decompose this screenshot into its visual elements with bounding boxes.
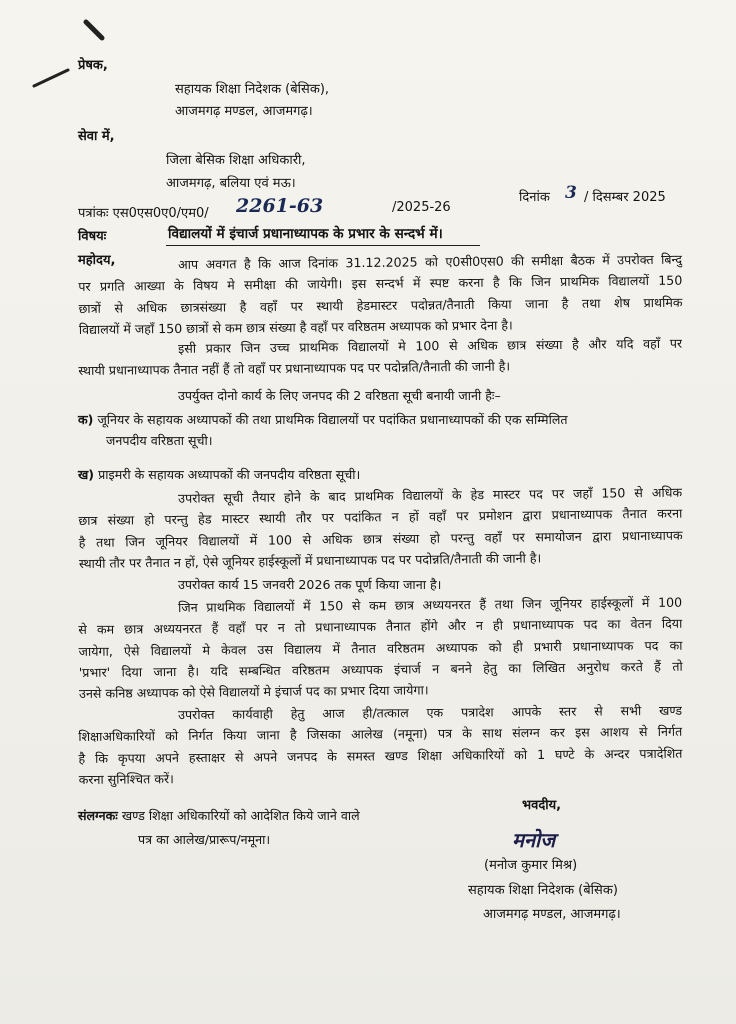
pen-mark-icon	[28, 8, 108, 88]
p7-line4: करना सुनिश्चित करें।	[78, 771, 174, 787]
p5-line1: उपरोक्त कार्य 15 जनवरी 2026 तक पूर्ण किया जाना है।	[178, 577, 442, 592]
enclosure-line1: खण्ड शिक्षा अधिकारियों को आदेशित किये जाने वाले	[121, 808, 360, 823]
p6-line5: उनसे कनिष्ठ अध्यापक को ऐसे विद्यालयों मे इंचार्ज पद का प्रभार दिया जायेगा।	[78, 682, 429, 702]
list-item-b	[78, 466, 360, 483]
date-day: 3	[565, 183, 577, 203]
recipient-label: सेवा में,	[78, 129, 115, 144]
recipient-line2: आजमगढ़, बलिया एवं मऊ।	[166, 176, 296, 191]
paragraph-1	[78, 249, 683, 341]
signatory-office: आजमगढ़ मण्डल, आजमगढ़।	[483, 907, 621, 922]
closing: भवदीय,	[522, 798, 562, 813]
p1-line4: विद्यालयों में जहाँ 150 छात्रों से कम छात्र संख्या है वहाँ पर वरिष्ठतम अध्यापक को प्रभार देना है।	[78, 317, 513, 337]
p2-line1: इसी प्रकार जिन उच्च प्राथमिक विद्यालयों मे 100 से अधिक छात्र संख्या है और यदि वहाँ पर	[178, 335, 683, 356]
sender-label: प्रेषक,	[78, 58, 108, 73]
paragraph-6	[78, 592, 683, 705]
subject-label: विषयः	[78, 229, 107, 244]
p7-line3: है कि कृपया अपने हस्ताक्षर से अपने जनपद के समस्त खण्ड शिक्षा अधिकारियों को 1 घण्टे के अन्दर पत्रादेशित	[78, 745, 683, 766]
paragraph-4	[78, 482, 683, 575]
p6-line4: 'प्रभार' दिया जाना है। यदि सम्बन्धित वरिष्ठतम अध्यापक इंचार्ज न बनने हेतु का लिखित अनुरोध करते हैं तो	[78, 658, 683, 680]
subject-text: विद्यालयों में इंचार्ज प्रधानाध्यापक के प्रभार के सन्दर्भ में।	[168, 226, 443, 242]
p2-line2: स्थायी प्रधानाध्यापक तैनात नहीं हैं तो वहाँ पर प्रधानाध्यापक पद पर पदोन्नति/तैनाती की जानी है।	[78, 358, 511, 379]
enclosure	[78, 807, 360, 824]
date-rest: / दिसम्बर 2025	[584, 190, 666, 205]
list-item-a	[78, 409, 568, 451]
paragraph-3	[78, 385, 682, 406]
list-a-line2: जनपदीय वरिष्ठता सूची।	[106, 433, 213, 448]
paragraph-7	[78, 700, 683, 790]
handwritten-signature: मनोज	[512, 828, 556, 852]
p6-line2: से कम छात्र अध्ययनरत हैं वहाँ पर न तो प्रधानाध्यापक तैनात होंगे और न ही प्रधानाध्यापक पद का वेतन दिया	[78, 615, 683, 638]
p4-line4: स्थायी तौर पर तैनात न हों, ऐसे जूनियर हाईस्कूलों में प्रधानाध्यापक पद पर पदोन्नति/तैनाती की जानी है।	[78, 550, 542, 571]
list-a-marker: क)	[78, 412, 94, 427]
list-a-line1: जूनियर के सहायक अध्यापकों की तथा प्राथमिक विद्यालयों पर पदांकित प्रधानाध्यापकों की एक सम्मिलित	[97, 412, 568, 427]
signatory-designation: सहायक शिक्षा निदेशक (बेसिक)	[468, 883, 618, 898]
salutation: महोदय,	[78, 253, 116, 268]
date-label: दिनांक	[519, 190, 550, 205]
reference-handwritten-number: 2261-63	[236, 195, 324, 217]
sender-line2: आजमगढ़ मण्डल, आजमगढ़।	[175, 104, 313, 119]
sender-line1: सहायक शिक्षा निदेशक (बेसिक),	[175, 82, 330, 97]
list-b-text: प्राइमरी के सहायक अध्यापकों की जनपदीय वरिष्ठता सूची।	[98, 467, 361, 482]
list-b-marker: ख)	[78, 467, 95, 482]
p7-line1: उपरोक्त कार्यवाही हेतु आज ही/तत्काल एक पत्रादेश आपके स्तर से सभी खण्ड	[178, 702, 683, 723]
reference-suffix: /2025-26	[392, 200, 451, 215]
p4-line1: उपरोक्त सूची तैयार होने के बाद प्राथमिक विद्यालयों के हेड मास्टर पद पर जहाँ 150 से अधिक	[178, 484, 683, 506]
p6-line1: जिन प्राथमिक विद्यालयों में 150 से कम छात्र अध्ययनरत हैं तथा जिन जूनियर हाईस्कूलों में 100	[178, 594, 683, 615]
recipient-line1: जिला बेसिक शिक्षा अधिकारी,	[166, 153, 306, 168]
p7-line2: शिक्षाअधिकारियों को निर्गत किया जाना है जिसका आलेख (नमूना) पत्र के साथ संलग्न कर इस आशय से निर्गत	[78, 724, 683, 745]
p1-line2: पर प्रगति आख्या के विषय मे समीक्षा की जायेगी। इस सन्दर्भ में स्पष्ट करना है कि जिन प्राथमिक विद्यालयों 150	[78, 272, 683, 295]
subject-underline	[166, 245, 480, 246]
p6-line3: जायेगा, ऐसे विद्यालयों मे केवल उस विद्यालय में तैनात वरिष्ठतम अध्यापक को ही प्रभारी प्रधानाध्यापक पद का	[78, 637, 683, 659]
p4-line2: छात्र संख्या हो परन्तु हेड मास्टर स्थायी तौर पर पदांकित न हों वहाँ पर प्रमोशन द्वारा प्रधानाध्यापक तैनात करना	[78, 505, 683, 529]
enclosure-label: संलग्नकः	[78, 808, 118, 823]
p4-line3: है तथा जिन जूनियर विद्यालयों में 100 से अधिक छात्र संख्या हो परन्तु वहाँ पर समायोजन द्वारा प्रधानाध्यापक	[78, 527, 683, 550]
reference-prefix: पत्रांकः एस0एस0ए0/एम0/	[78, 206, 209, 221]
p3-line1: उपर्युक्त दोनो कार्य के लिए जनपद की 2 वरिष्ठता सूची बनायी जानी हैः–	[178, 388, 501, 403]
paragraph-2	[78, 333, 682, 382]
enclosure-line2: पत्र का आलेख/प्रारूप/नमूना।	[138, 832, 271, 847]
p1-line3: छात्रों से अधिक छात्रसंख्या है वहाँ पर स्थायी हेडमास्टर पदोन्नत/तैनाती किया जाना है तथा शेष प्राथमिक	[78, 294, 683, 316]
p1-line1: आप अवगत है कि आज दिनांक 31.12.2025 को ए0सी0एस0 की समीक्षा बैठक में उपरोक्त बिन्दु	[178, 251, 683, 272]
signatory-name: (मनोज कुमार मिश्र)	[484, 858, 578, 873]
